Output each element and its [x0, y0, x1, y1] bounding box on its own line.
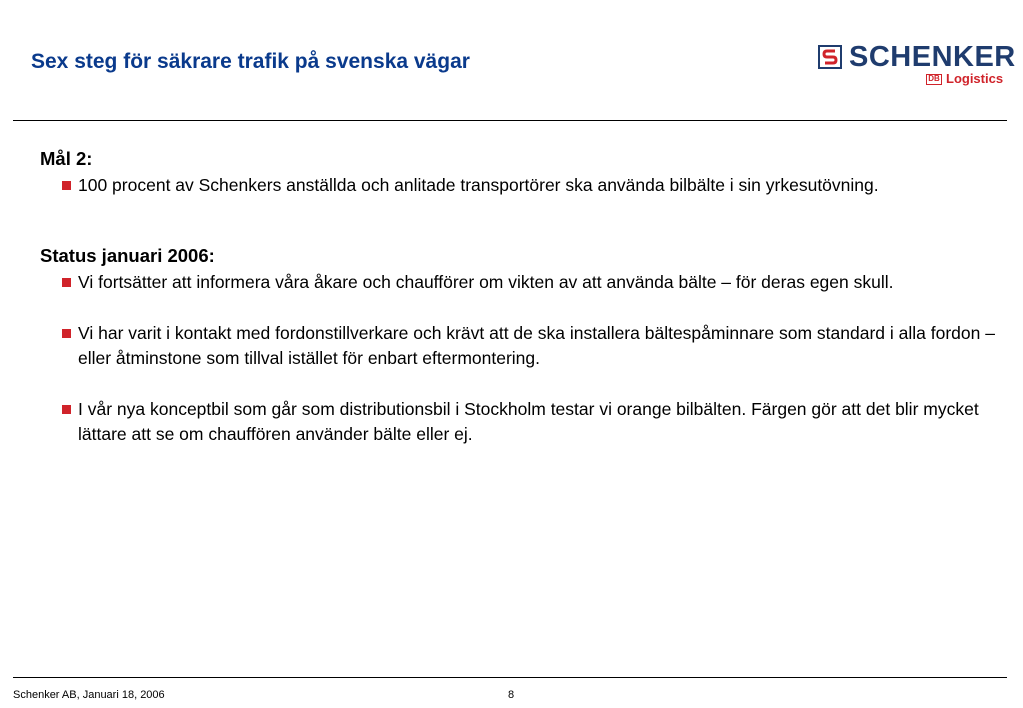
bullet-text: Vi fortsätter att informera våra åkare och chaufförer om vikten av att använda bälte – för deras egen skull. — [78, 272, 894, 292]
goal-list — [40, 173, 1000, 198]
status-list — [40, 270, 1000, 447]
slide-title: Sex steg för säkrare trafik på svenska vägar — [31, 50, 470, 73]
db-badge-icon: DB — [926, 74, 942, 85]
bullet-square-icon — [62, 329, 71, 338]
bullet-square-icon — [62, 278, 71, 287]
slide-body — [40, 147, 1000, 473]
footer-company-date: Schenker AB, Januari 18, 2006 — [13, 689, 165, 701]
list-item — [40, 173, 1000, 198]
header-divider — [13, 120, 1007, 121]
status-heading: Status januari 2006: — [40, 245, 215, 266]
list-item — [40, 321, 1000, 371]
schenker-logo — [818, 41, 1016, 90]
bullet-text: Vi har varit i kontakt med fordonstillverkare och krävt att de ska installera bältespåminnare som standard i alla fordon – eller åtminstone som tillval istället för enbart eftermontering. — [78, 323, 995, 368]
list-item — [40, 270, 1000, 295]
goal-section — [40, 147, 1000, 198]
schenker-s-mark-icon — [818, 45, 842, 69]
logo-subtitle: Logistics — [946, 71, 1004, 86]
bullet-text: 100 procent av Schenkers anställda och anlitade transportörer ska använda bilbälte i sin yrkesutövning. — [78, 175, 879, 195]
page-number: 8 — [508, 689, 515, 701]
status-section — [40, 244, 1000, 447]
bullet-square-icon — [62, 405, 71, 414]
footer-divider — [13, 677, 1007, 678]
bullet-square-icon — [62, 181, 71, 190]
list-item — [40, 397, 1000, 447]
goal-heading: Mål 2: — [40, 148, 93, 169]
bullet-text: I vår nya konceptbil som går som distributionsbil i Stockholm testar vi orange bilbälten. Färgen gör att det blir mycket lättare att se om chauffören använder bälte eller ej. — [78, 399, 979, 444]
logo-wordmark: SCHENKER — [849, 41, 1016, 73]
